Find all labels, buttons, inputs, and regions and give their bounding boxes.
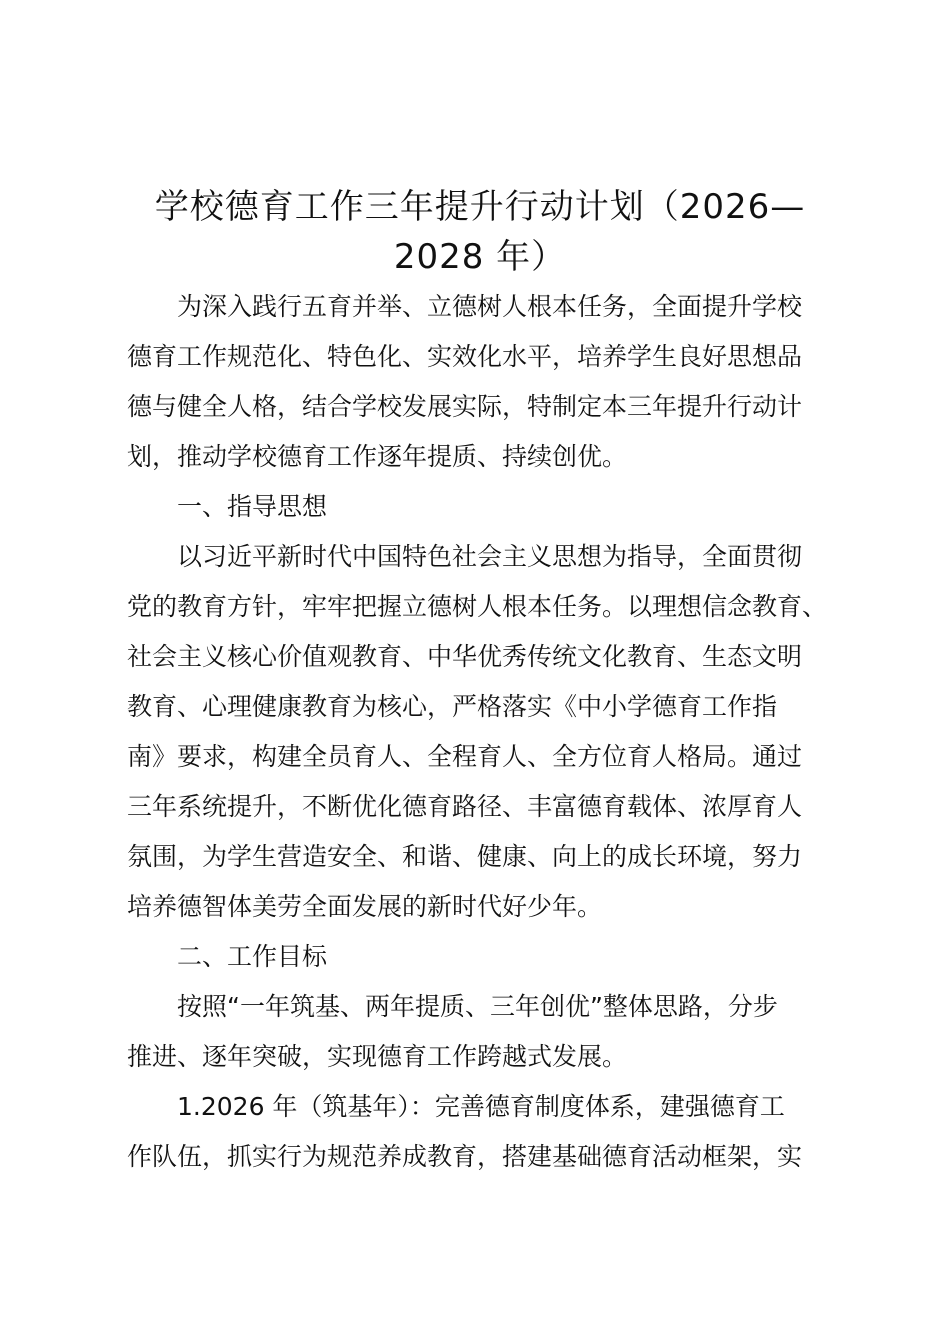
text-line: 社会主义核心价值观教育、中华优秀传统文化教育、生态文明 (127, 642, 803, 671)
text-line: 按照“一年筑基、两年提质、三年创优”整体思路，分步 (177, 992, 778, 1021)
text-line: 推进、逐年突破，实现德育工作跨越式发展。 (127, 1042, 628, 1071)
goal-item-2026 (127, 1082, 833, 1182)
title-line-2: 2028 年） (393, 237, 567, 277)
text-line: 划，推动学校德育工作逐年提质、持续创优。 (127, 442, 628, 471)
work-goals-paragraph (127, 982, 833, 1082)
title-line-1: 学校德育工作三年提升行动计划（2026— (154, 187, 806, 227)
guiding-ideology-paragraph (127, 532, 833, 932)
document-page (127, 182, 833, 1182)
text-line: 南》要求，构建全员育人、全程育人、全方位育人格局。通过 (127, 742, 803, 771)
section-heading-guiding-ideology: 一、指导思想 (177, 492, 328, 521)
text-line: 氛围，为学生营造安全、和谐、健康、向上的成长环境，努力 (127, 842, 803, 871)
text-line: 1.2026 年（筑基年）：完善德育制度体系，建强德育工 (177, 1092, 785, 1121)
text-line: 教育、心理健康教育为核心，严格落实《中小学德育工作指 (127, 692, 778, 721)
text-line: 德育工作规范化、特色化、实效化水平，培养学生良好思想品 (127, 342, 803, 371)
text-line: 作队伍，抓实行为规范养成教育，搭建基础德育活动框架，实 (127, 1142, 803, 1171)
section-heading-work-goals: 二、工作目标 (177, 942, 328, 971)
text-line: 德与健全人格，结合学校发展实际，特制定本三年提升行动计 (127, 392, 803, 421)
document-title (127, 182, 833, 282)
text-line: 培养德智体美劳全面发展的新时代好少年。 (127, 892, 603, 921)
text-line: 为深入践行五育并举、立德树人根本任务，全面提升学校 (177, 292, 803, 321)
text-line: 以习近平新时代中国特色社会主义思想为指导，全面贯彻 (177, 542, 803, 571)
intro-paragraph (127, 282, 833, 482)
text-line: 党的教育方针，牢牢把握立德树人根本任务。以理想信念教育、 (127, 592, 828, 621)
text-line: 三年系统提升，不断优化德育路径、丰富德育载体、浓厚育人 (127, 792, 803, 821)
